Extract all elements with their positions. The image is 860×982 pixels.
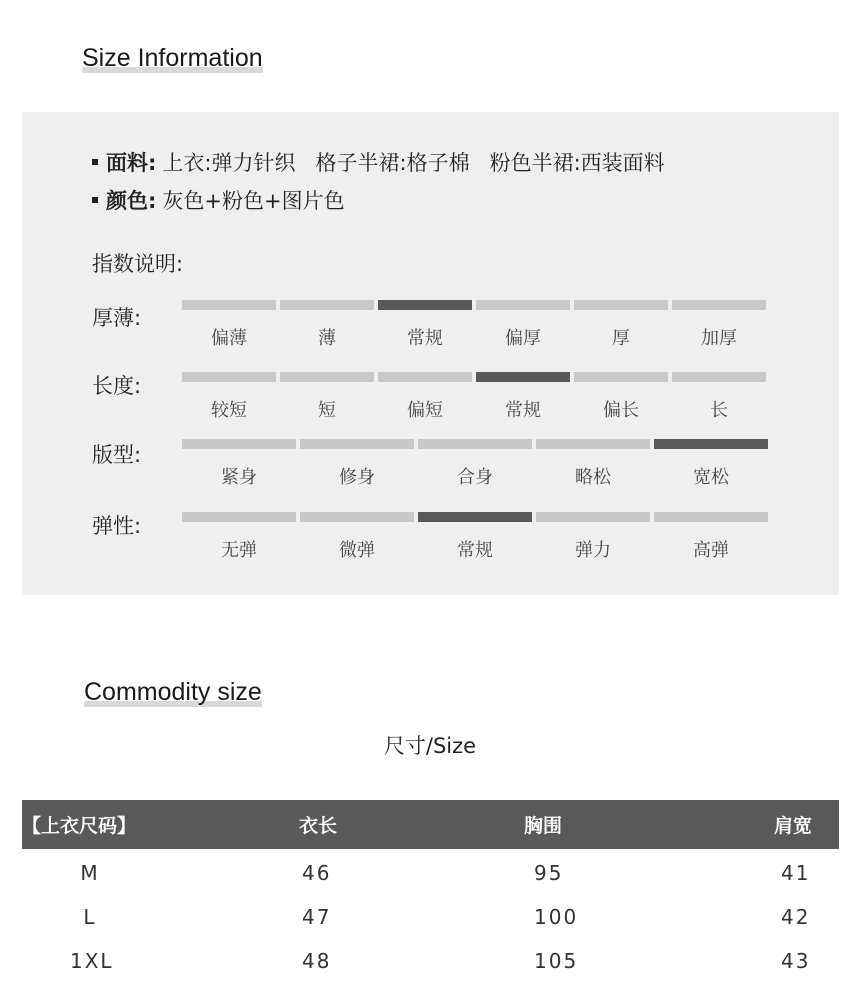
- scale-option-label: 薄: [318, 328, 336, 349]
- scale-option: [300, 512, 414, 562]
- scale-option: [476, 300, 570, 350]
- commodity-size-heading: Commodity size: [84, 678, 262, 706]
- color-key: 颜色:: [106, 189, 157, 213]
- scale-option-label: 偏厚: [505, 328, 541, 349]
- scale-option: [654, 512, 768, 562]
- cell-shoulder: 42: [781, 905, 811, 929]
- scale-label: 厚薄:: [92, 306, 142, 330]
- scale-option-label: 加厚: [701, 328, 737, 349]
- scale-option: [672, 300, 766, 350]
- scale-bar: [182, 300, 276, 310]
- scale-option: [654, 439, 768, 489]
- scale-bar: [574, 300, 668, 310]
- scale-option-label: 弹力: [575, 540, 611, 561]
- color-line: [92, 185, 345, 215]
- header-cell-chest: 胸围: [524, 815, 563, 837]
- cell-chest: 100: [534, 905, 579, 929]
- scale-bar-selected: [418, 512, 532, 522]
- scale-option-label: 紧身: [221, 467, 257, 488]
- scale-bars: [182, 300, 766, 350]
- scale-option-label: 较短: [211, 400, 247, 421]
- scale-bar: [182, 439, 296, 449]
- cell-size: M: [80, 861, 100, 885]
- scale-bars: [182, 512, 768, 562]
- scale-option: [182, 372, 276, 422]
- size-table: [22, 800, 839, 981]
- cell-shoulder: 41: [781, 861, 811, 885]
- scale-label: 版型:: [92, 443, 142, 467]
- scale-bar: [378, 372, 472, 382]
- scale-bar-selected: [476, 372, 570, 382]
- index-title: 指数说明:: [92, 252, 184, 276]
- scale-option: [418, 439, 532, 489]
- scale-option: [574, 300, 668, 350]
- size-caption: 尺寸/Size: [383, 734, 477, 758]
- scale-option: [378, 372, 472, 422]
- scale-option-label: 常规: [457, 540, 493, 561]
- cell-chest: 105: [534, 949, 579, 973]
- size-information-heading: Size Information: [82, 44, 263, 72]
- scale-bar-selected: [654, 439, 768, 449]
- scale-option: [182, 300, 276, 350]
- scale-option-label: 厚: [612, 328, 630, 349]
- scale-option-label: 偏长: [603, 400, 639, 421]
- scale-option: [378, 300, 472, 350]
- header-cell-size: 【上衣尺码】: [22, 815, 137, 837]
- table-row: [22, 893, 839, 937]
- scale-bars: [182, 372, 766, 422]
- scale-option-label: 无弹: [221, 540, 257, 561]
- table-row: [22, 849, 839, 893]
- scale-bar: [300, 439, 414, 449]
- scale-bar-selected: [378, 300, 472, 310]
- scale-option-label: 常规: [407, 328, 443, 349]
- scale-option: [476, 372, 570, 422]
- scale-bars: [182, 439, 768, 489]
- cell-size: 1XL: [70, 949, 114, 973]
- scale-bar: [182, 372, 276, 382]
- scale-option: [182, 512, 296, 562]
- scale-bar: [654, 512, 768, 522]
- size-info-panel: [22, 112, 839, 595]
- bullet-icon: [92, 159, 98, 165]
- scale-option-label: 短: [318, 400, 336, 421]
- cell-chest: 95: [534, 861, 564, 885]
- header-cell-shoulder: 肩宽: [774, 815, 813, 837]
- scale-option-label: 修身: [339, 467, 375, 488]
- cell-length: 46: [302, 861, 332, 885]
- scale-option-label: 微弹: [339, 540, 375, 561]
- header-cell-length: 衣长: [299, 815, 338, 837]
- scale-bar: [536, 439, 650, 449]
- scale-bar: [536, 512, 650, 522]
- scale-option: [672, 372, 766, 422]
- scale-option-label: 合身: [457, 467, 493, 488]
- scale-label: 长度:: [92, 374, 142, 398]
- scale-option-label: 略松: [575, 467, 611, 488]
- scale-option: [574, 372, 668, 422]
- scale-option: [418, 512, 532, 562]
- scale-option: [280, 300, 374, 350]
- cell-length: 48: [302, 949, 332, 973]
- material-line: [92, 147, 665, 177]
- scale-bar: [672, 372, 766, 382]
- scale-bar: [574, 372, 668, 382]
- scale-option: [536, 512, 650, 562]
- scale-label: 弹性:: [92, 514, 142, 538]
- material-key: 面料:: [106, 151, 157, 175]
- scale-option-label: 长: [710, 400, 728, 421]
- color-value: 灰色+粉色+图片色: [162, 189, 345, 213]
- cell-shoulder: 43: [781, 949, 811, 973]
- scale-bar: [300, 512, 414, 522]
- material-value: 上衣:弹力针织 格子半裙:格子棉 粉色半裙:西装面料: [162, 151, 665, 175]
- scale-option: [536, 439, 650, 489]
- scale-option-label: 宽松: [693, 467, 729, 488]
- scale-option-label: 高弹: [693, 540, 729, 561]
- cell-length: 47: [302, 905, 332, 929]
- scale-bar: [280, 300, 374, 310]
- scale-option: [280, 372, 374, 422]
- scale-option-label: 偏薄: [211, 328, 247, 349]
- table-header: [22, 800, 839, 849]
- scale-bar: [280, 372, 374, 382]
- scale-bar: [672, 300, 766, 310]
- cell-size: L: [83, 905, 97, 929]
- scale-option-label: 常规: [505, 400, 541, 421]
- scale-option: [300, 439, 414, 489]
- table-row: [22, 937, 839, 981]
- bullet-icon: [92, 197, 98, 203]
- scale-option: [182, 439, 296, 489]
- scale-bar: [418, 439, 532, 449]
- scale-bar: [476, 300, 570, 310]
- scale-option-label: 偏短: [407, 400, 443, 421]
- scale-bar: [182, 512, 296, 522]
